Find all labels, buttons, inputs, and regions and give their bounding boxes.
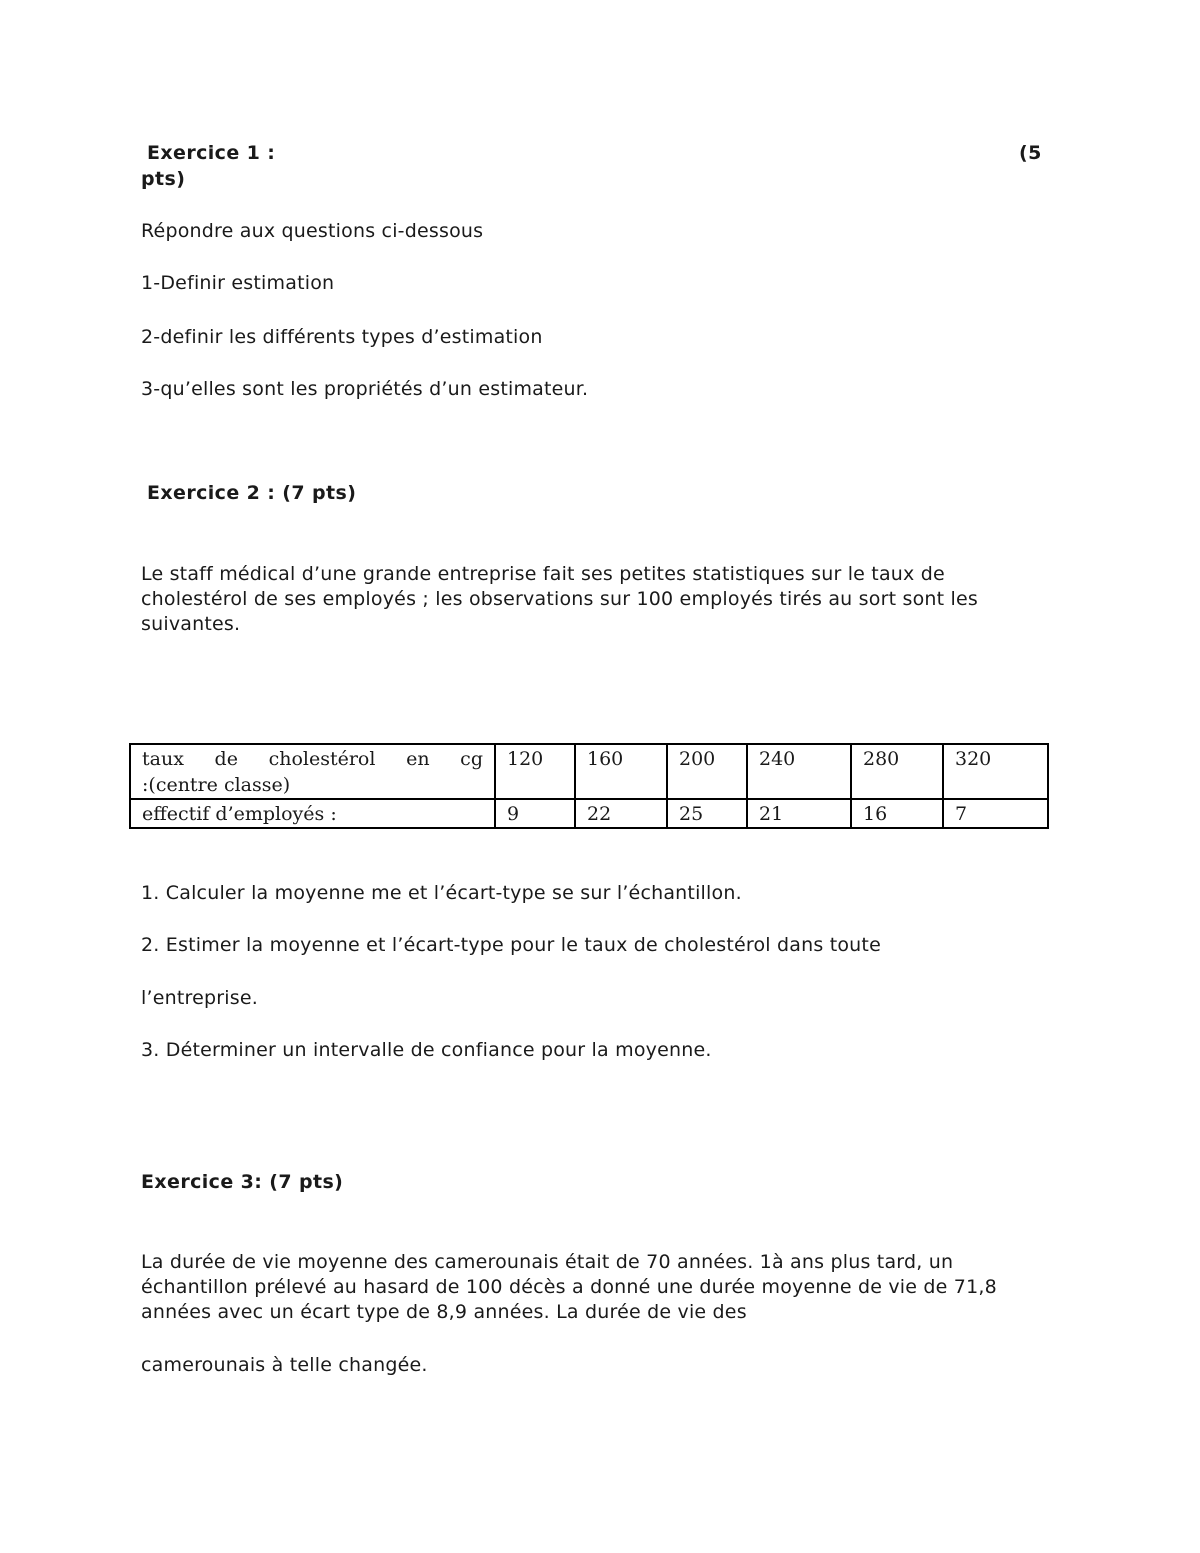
table-row-centres [130, 744, 1048, 799]
exercise3-title: Exercice 3: (7 pts) [141, 1171, 344, 1193]
table-cell: 240 [747, 744, 851, 799]
table-header-cholesterol-line1: taux de cholestérol en cg [142, 748, 483, 770]
table-header-cholesterol [130, 744, 495, 799]
table-cell: 25 [667, 799, 747, 828]
exercise1-title: Exercice 1 : [147, 142, 276, 164]
exercise2-question-3: 3. Déterminer un intervalle de confiance pour la moyenne. [141, 1039, 712, 1061]
table-header-cholesterol-line2: :(centre classe) [142, 774, 291, 796]
exercise1-points-close: pts) [141, 168, 186, 190]
table-cell: 16 [851, 799, 943, 828]
exercise2-statement: Le staff médical d’une grande entreprise fait ses petites statistiques sur le taux de cholestérol de ses employés ; les observations sur 100 employés tirés au sort sont les suivantes. [141, 563, 979, 635]
exercise2-question-2: 2. Estimer la moyenne et l’écart-type pour le taux de cholestérol dans toute [141, 934, 881, 956]
exercise3-statement: La durée de vie moyenne des camerounais était de 70 années. 1à ans plus tard, un échantillon prélevé au hasard de 100 décès a donné une durée moyenne de vie de 71,8 années avec un écart type de 8,9 années. La durée de vie des [141, 1251, 997, 1323]
table-cell: 7 [943, 799, 1048, 828]
table-row-counts [130, 799, 1048, 828]
exercise1-question-1: 1-Definir estimation [141, 272, 335, 294]
table-cell: 320 [943, 744, 1048, 799]
table-cell: 9 [495, 799, 575, 828]
table-cell: 280 [851, 744, 943, 799]
table-cell: 200 [667, 744, 747, 799]
exercise2-title: Exercice 2 : (7 pts) [147, 482, 357, 504]
exercise2-question-2-cont: l’entreprise. [141, 987, 258, 1009]
exercise1-question-2: 2-definir les différents types d’estimation [141, 326, 543, 348]
cholesterol-table [129, 743, 1049, 829]
exercise3-statement-cont: camerounais à telle changée. [141, 1354, 428, 1376]
exercise1-points-open: (5 [1019, 142, 1042, 164]
exercise2-question-1: 1. Calculer la moyenne me et l’écart-type se sur l’échantillon. [141, 882, 742, 904]
table-cell: 22 [575, 799, 667, 828]
exercise1-intro: Répondre aux questions ci-dessous [141, 220, 484, 242]
table-cell: 21 [747, 799, 851, 828]
exercise1-question-3: 3-qu’elles sont les propriétés d’un estimateur. [141, 378, 589, 400]
table-header-employees: effectif d’employés : [130, 799, 495, 828]
table-cell: 160 [575, 744, 667, 799]
table-cell: 120 [495, 744, 575, 799]
